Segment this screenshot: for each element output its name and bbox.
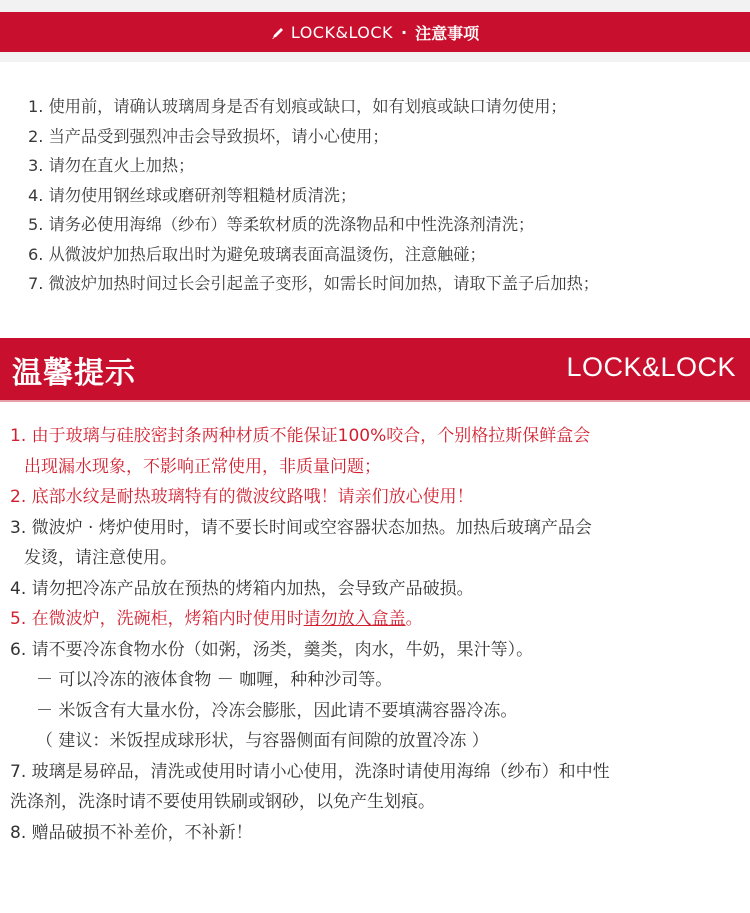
notice-header-bar <box>0 12 750 52</box>
tip-6-sub-3: （ 建议：米饭捏成球形状，与容器侧面有间隙的放置冷冻 ） <box>36 731 489 751</box>
tips-title: 温馨提示 <box>12 356 136 391</box>
tip-7-line-2: 洗涤剂，洗涤时请不要使用铁刷或钢砂，以免产生划痕。 <box>10 792 435 812</box>
precaution-item: 2. 当产品受到强烈冲击会导致损坏，请小心使用； <box>28 126 389 146</box>
pencil-icon <box>271 25 285 39</box>
tip-5-emphasis: 请勿放入盒盖 <box>303 609 406 629</box>
tip-6-sub-1: － 可以冷冻的液体食物 － 咖喱，种种沙司等。 <box>36 670 393 690</box>
tip-1-line-1: 1. 由于玻璃与硅胶密封条两种材质不能保证100%咬合，个别格拉斯保鲜盒会 <box>10 426 591 446</box>
tip-5-end: 。 <box>405 609 423 629</box>
precaution-item: 4. 请勿使用钢丝球或磨研剂等粗糙材质清洗； <box>28 185 357 205</box>
tip-3-line-1: 3. 微波炉 · 烤炉使用时，请不要长时间或空容器状态加热。加热后玻璃产品会 <box>10 517 592 538</box>
precaution-item: 7. 微波炉加热时间过长会引起盖子变形，如需长时间加热，请取下盖子后加热； <box>28 274 599 293</box>
precaution-item: 1. 使用前，请确认玻璃周身是否有划痕或缺口，如有划痕或缺口请勿使用； <box>28 97 567 116</box>
precaution-item: 3. 请勿在直火上加热； <box>28 156 195 175</box>
tip-4: 4. 请勿把冷冻产品放在预热的烤箱内加热，会导致产品破损。 <box>10 578 474 599</box>
tip-5-text: 5. 在微波炉，洗碗柜，烤箱内时使用时 <box>10 609 304 629</box>
tips-brand: LOCK&LOCK <box>566 352 736 382</box>
tip-8: 8. 赠品破损不补差价，不补新！ <box>10 822 253 843</box>
tips-list <box>10 421 745 848</box>
tip-6: 6. 请不要冷冻食物水份（如粥，汤类，羹类，肉水，牛奶，果汁等）。 <box>10 639 534 660</box>
tip-6-sub-2: － 米饭含有大量水份，冷冻会膨胀，因此请不要填满容器冷冻。 <box>36 700 518 721</box>
header-separator: · <box>401 22 408 42</box>
tip-7-line-1: 7. 玻璃是易碎品，清洗或使用时请小心使用，洗涤时请使用海绵（纱布）和中性 <box>10 761 610 782</box>
tip-5 <box>10 604 745 635</box>
precautions-list <box>28 92 738 299</box>
tip-1-line-2: 出现漏水现象，不影响正常使用，非质量问题； <box>24 456 381 477</box>
precaution-item: 6. 从微波炉加热后取出时为避免玻璃表面高温烫伤，注意触碰； <box>28 244 486 264</box>
header-title: 注意事项 <box>415 23 480 43</box>
tip-3-line-2: 发烫，请注意使用。 <box>24 548 177 568</box>
tips-header-bar <box>0 338 750 402</box>
precaution-item: 5. 请务必使用海绵（纱布）等柔软材质的洗涤物品和中性洗涤剂清洗； <box>28 215 535 234</box>
header-brand: LOCK&LOCK <box>290 22 394 42</box>
tip-2: 2. 底部水纹是耐热玻璃特有的微波纹路哦！请亲们放心使用！ <box>10 487 474 507</box>
